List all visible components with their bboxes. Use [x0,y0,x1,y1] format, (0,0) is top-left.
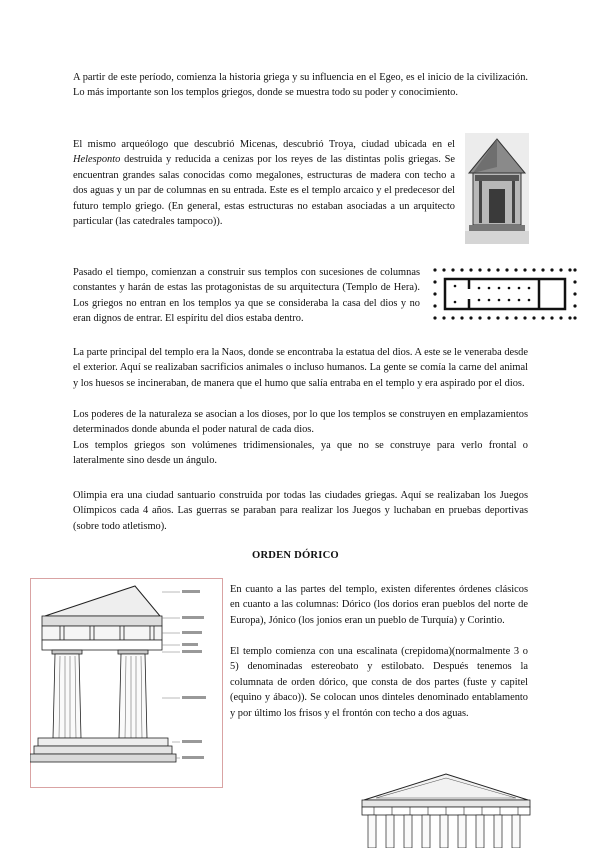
paragraph-olimpia: Olimpia era una ciudad santuario construida por todas las ciudades griegas. Aquí se realizaban los Juegos Olímpicos cada 4 años. Las guerras se paraban para realizar los Juegos y luchaban en pruebas deportivas (sobre todo atletismo). [73,490,528,532]
paragraph-hera: Pasado el tiempo, comienzan a construir sus templos con sucesiones de columnas constantes y harán de estas las protagonistas de su arquitectura (Templo de Hera). Los griegos no entran en los templos ya que se consideraba la casa del dios y no eran dignos de entrar. El espíritu del dios estaba dentro. [73,267,420,325]
megaron-model-photo [465,133,529,244]
paragraph-naturaleza: Los poderes de la naturaleza se asocian a los dioses, por lo que los templos se construyen en emplazamientos determinados donde abunda el poder natural de cada dios. [73,409,528,436]
paragraph-troya [73,137,455,229]
paragraph-volumenes: Los templos griegos son volúmenes tridimensionales, ya que no se construye para verlo frontal o lateralmente sino desde un ángulo. [73,440,528,467]
helesponto-text: Helesponto [73,154,121,166]
temple-facade-illustration [358,770,534,848]
paragraph-ordenes: En cuanto a las partes del templo, existen diferentes órdenes clásicos en cuanto a las columnas: Dórico (los dorios eran pueblos del norte de Europa), Jónico (los jonios eran un pueblo de Turquía) y Corintio. [230,584,528,626]
temple-floor-plan [431,266,578,322]
paragraph-escalinata: El templo comienza con una escalinata (crepidoma)(normalmente 3 o 5) denominadas estereobato y estilobato. Después tenemos la columnata de orden dórico, que consta de dos partes (fuste y capitel (equino y ábaco)). Se colocan unos dinteles denominado entablamento y por último los frisos y el frontón con techo a dos aguas. [230,646,528,719]
paragraph-intro: A partir de este período, comienza la historia griega y su influencia en el Egeo, es el inicio de la civilización. Lo más importante son los templos griegos, donde se muestra todo su poder y conocimiento. [73,72,528,99]
paragraph-troya-end: destruida y reducida a cenizas por los reyes de las distintas polis griegas. Se encuentran grandes salas conocidas como megalones, estructuras de madera con techo a dos aguas y un par de columnas en su entrada. Este es el templo arcaico y el predecesor del futuro templo griego. (En general, estas estructuras no estaban asociadas a un arquitecto particular (las catedrales tampoco)). [73,154,455,228]
doric-order-diagram [30,578,223,788]
section-heading-orden-dorico: ORDEN DÓRICO [252,550,339,561]
paragraph-naos: La parte principal del templo era la Naos, donde se encontraba la estatua del dios. A este se le veneraba desde el exterior. Aquí se realizaban sacrificios animales o incluso humanos. La gente se comía la carne del animal y los huesos se incineraban, de manera que el humo que salía entraba en el templo y era aspirado por el dios. [73,347,528,389]
paragraph-troya-start: El mismo arqueólogo que descubrió Micenas, descubrió Troya, ciudad ubicada en el [73,139,455,150]
